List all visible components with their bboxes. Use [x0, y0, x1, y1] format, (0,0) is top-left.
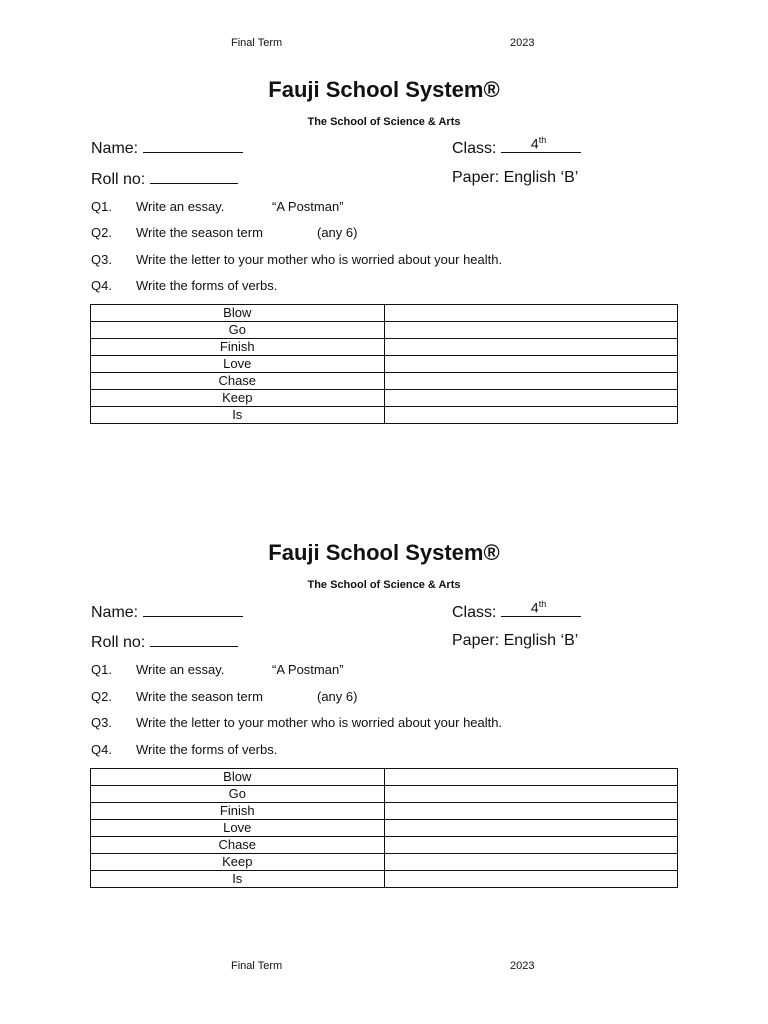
verb-cell: Go — [91, 786, 385, 803]
verb-cell: Go — [91, 322, 385, 339]
answer-cell[interactable] — [384, 305, 678, 322]
school-subtitle: The School of Science & Arts — [307, 579, 461, 591]
class-field — [452, 599, 581, 622]
school-title: Fauji School System® — [268, 77, 500, 102]
answer-cell[interactable] — [384, 373, 678, 390]
verb-cell: Keep — [91, 854, 385, 871]
question-number: Q1. — [91, 199, 112, 214]
roll-blank[interactable] — [150, 169, 238, 184]
paper-subject: Paper: English ‘B’ — [452, 169, 579, 186]
header-term: Final Term — [231, 37, 283, 49]
answer-cell[interactable] — [384, 769, 678, 786]
table-row — [91, 390, 678, 407]
question-extra: “A Postman” — [272, 199, 344, 214]
question-text: Write the letter to your mother who is worried about your health. — [136, 715, 503, 730]
name-field — [91, 138, 243, 158]
class-label: Class: — [452, 604, 497, 621]
question-number: Q2. — [91, 689, 112, 704]
question-number: Q4. — [91, 742, 112, 757]
table-row — [91, 407, 678, 424]
question-number: Q3. — [91, 715, 112, 730]
answer-cell[interactable] — [384, 837, 678, 854]
answer-cell[interactable] — [384, 854, 678, 871]
verb-cell: Love — [91, 820, 385, 837]
verb-cell: Is — [91, 407, 385, 424]
question-text: Write an essay. — [136, 662, 225, 677]
table-row — [91, 322, 678, 339]
name-label: Name: — [91, 604, 139, 621]
verb-cell: Love — [91, 356, 385, 373]
table-row — [91, 356, 678, 373]
verb-cell: Chase — [91, 837, 385, 854]
table-row — [91, 837, 678, 854]
question-text: Write an essay. — [136, 199, 225, 214]
table-row — [91, 820, 678, 837]
verb-cell: Is — [91, 871, 385, 888]
verb-cell: Chase — [91, 373, 385, 390]
question-extra: (any 6) — [317, 225, 358, 240]
question-text: Write the letter to your mother who is worried about your health. — [136, 252, 503, 267]
question-text: Write the forms of verbs. — [136, 742, 278, 757]
question-number: Q1. — [91, 662, 112, 677]
question-number: Q2. — [91, 225, 112, 240]
footer-term: Final Term — [231, 960, 283, 972]
question-text: Write the season term — [136, 689, 263, 704]
verb-cell: Blow — [91, 769, 385, 786]
class-label: Class: — [452, 140, 497, 157]
answer-cell[interactable] — [384, 356, 678, 373]
school-subtitle: The School of Science & Arts — [307, 116, 461, 128]
name-blank[interactable] — [143, 138, 243, 153]
roll-field — [91, 169, 238, 189]
table-row — [91, 339, 678, 356]
class-value: 4th — [530, 135, 547, 152]
exam-paper-1 — [0, 77, 768, 437]
class-value: 4th — [530, 599, 547, 616]
table-row — [91, 786, 678, 803]
answer-cell[interactable] — [384, 871, 678, 888]
class-blank[interactable] — [501, 599, 581, 617]
table-row — [91, 871, 678, 888]
paper-subject: Paper: English ‘B’ — [452, 632, 579, 649]
table-row — [91, 803, 678, 820]
name-field — [91, 602, 243, 622]
verb-forms-table — [90, 768, 678, 888]
verb-cell: Blow — [91, 305, 385, 322]
answer-cell[interactable] — [384, 803, 678, 820]
roll-field — [91, 632, 238, 652]
question-text: Write the forms of verbs. — [136, 278, 278, 293]
answer-cell[interactable] — [384, 322, 678, 339]
answer-cell[interactable] — [384, 390, 678, 407]
verb-forms-table — [90, 304, 678, 424]
answer-cell[interactable] — [384, 339, 678, 356]
class-field — [452, 135, 581, 158]
name-blank[interactable] — [143, 602, 243, 617]
roll-label: Roll no: — [91, 634, 146, 651]
answer-cell[interactable] — [384, 407, 678, 424]
exam-paper-2 — [0, 540, 768, 900]
header-year: 2023 — [510, 37, 535, 49]
answer-cell[interactable] — [384, 820, 678, 837]
question-text: Write the season term — [136, 225, 263, 240]
table-row — [91, 373, 678, 390]
table-row — [91, 305, 678, 322]
table-row — [91, 854, 678, 871]
question-extra: “A Postman” — [272, 662, 344, 677]
footer-year: 2023 — [510, 960, 535, 972]
question-number: Q4. — [91, 278, 112, 293]
verb-cell: Keep — [91, 390, 385, 407]
question-number: Q3. — [91, 252, 112, 267]
answer-cell[interactable] — [384, 786, 678, 803]
verb-cell: Finish — [91, 339, 385, 356]
roll-label: Roll no: — [91, 171, 146, 188]
roll-blank[interactable] — [150, 632, 238, 647]
verb-cell: Finish — [91, 803, 385, 820]
name-label: Name: — [91, 140, 139, 157]
school-title: Fauji School System® — [268, 540, 500, 565]
class-blank[interactable] — [501, 135, 581, 153]
question-extra: (any 6) — [317, 689, 358, 704]
table-row — [91, 769, 678, 786]
